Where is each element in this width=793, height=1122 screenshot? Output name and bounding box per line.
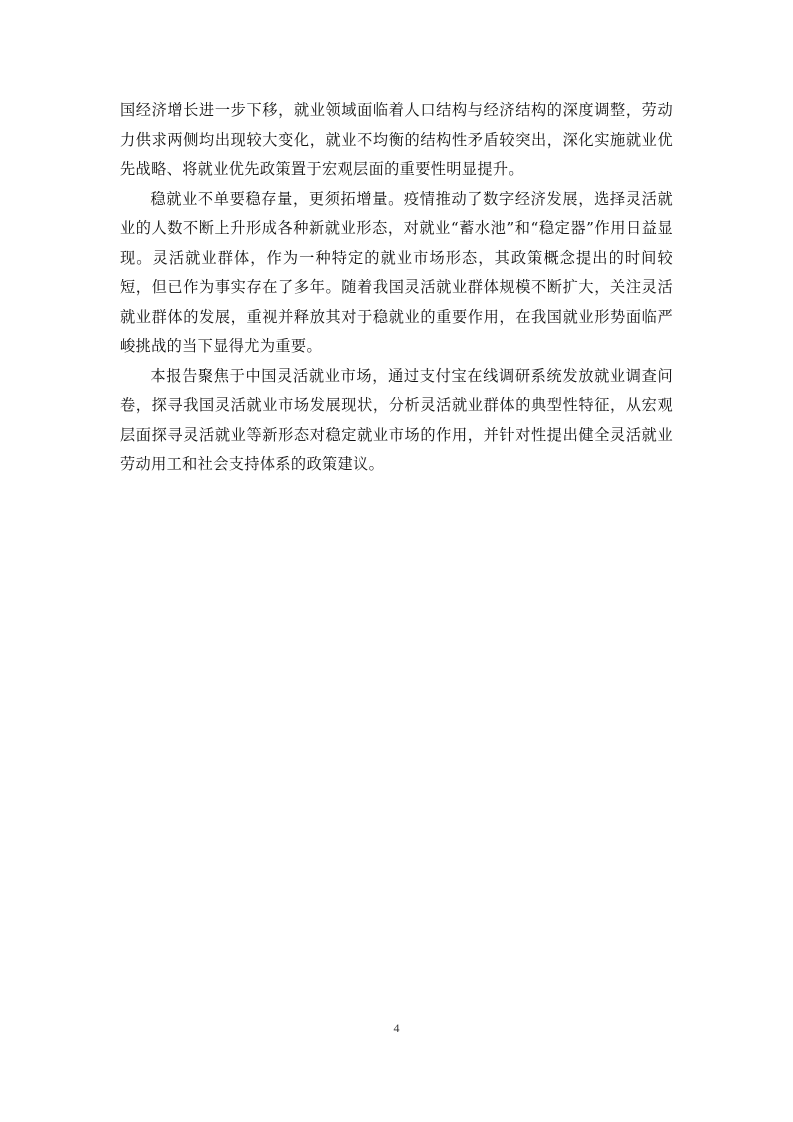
- paragraph-report-focus: 本报告聚焦于中国灵活就业市场，通过支付宝在线调研系统发放就业调查问卷，探寻我国灵活就业市场发展现状，分析灵活就业群体的典型性特征，从宏观层面探寻灵活就业等新形态对稳定就业市场的作用，并针对性提出健全灵活就业劳动用工和社会支持体系的政策建议。: [120, 366, 673, 473]
- body-text: [120, 96, 673, 480]
- paragraph-stabilize-employment: 稳就业不单要稳存量，更须拓增量。疫情推动了数字经济发展，选择灵活就业的人数不断上升形成各种新就业形态，对就业“蓄水池”和“稳定器”作用日益显现。灵活就业群体，作为一种特定的就业市场形态，其政策概念提出的时间较短，但已作为事实存在了多年。随着我国灵活就业群体规模不断扩大，关注灵活就业群体的发展，重视并释放其对于稳就业的重要作用，在我国就业形势面临严峻挑战的当下显得尤为重要。: [120, 189, 673, 355]
- page-number: 4: [393, 1021, 400, 1035]
- paragraph-continuation: 国经济增长进一步下移，就业领域面临着人口结构与经济结构的深度调整，劳动力供求两侧均出现较大变化，就业不均衡的结构性矛盾较突出，深化实施就业优先战略、将就业优先政策置于宏观层面的重要性明显提升。: [120, 101, 673, 178]
